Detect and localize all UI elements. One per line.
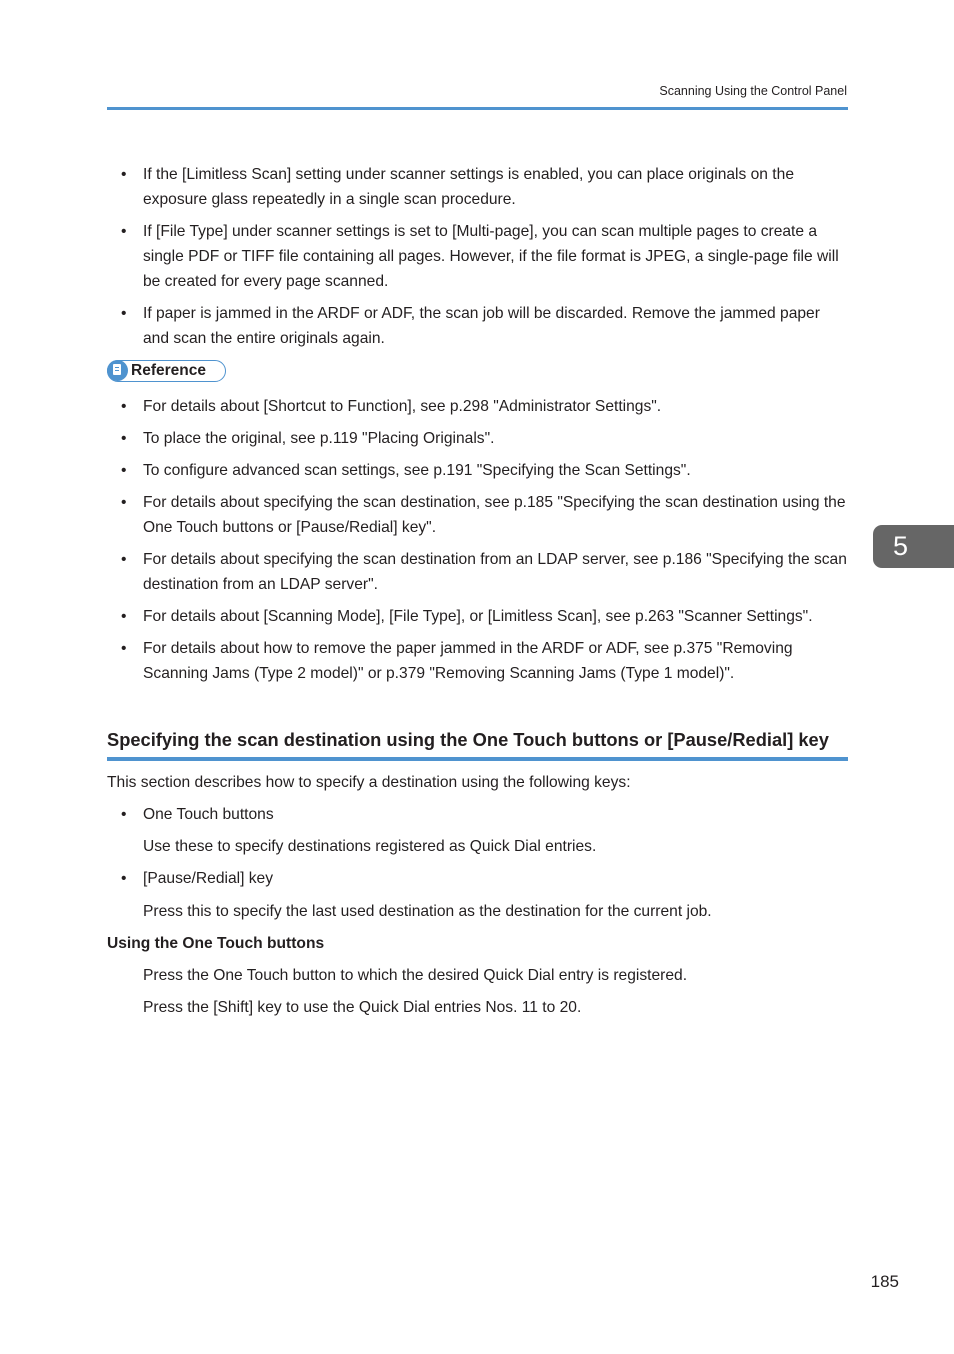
key-name: • One Touch buttons [107, 802, 274, 827]
reference-list [107, 394, 848, 693]
heading-rule [107, 757, 848, 761]
subheading: Using the One Touch buttons [107, 935, 325, 952]
list-item: • To place the original, see p.119 "Placing Originals". [107, 426, 848, 451]
chapter-tab [873, 525, 954, 568]
list-item: • If [File Type] under scanner settings is set to [Multi-page], you can scan multiple pages to create a single PDF or TIFF file containing all pages. However, if the file format is JPEG, a single-page file will be created for every page scanned. [107, 219, 848, 294]
key-description: Use these to specify destinations registered as Quick Dial entries. [143, 838, 597, 855]
key-name: • [Pause/Redial] key [107, 866, 273, 891]
chapter-number: 5 [893, 531, 909, 561]
step-text: Press the One Touch button to which the desired Quick Dial entry is registered. [143, 967, 688, 984]
step-text: Press the [Shift] key to use the Quick Dial entries Nos. 11 to 20. [143, 999, 582, 1016]
list-item: • For details about specifying the scan destination from an LDAP server, see p.186 "Specifying the scan destination from an LDAP server". [107, 547, 848, 597]
running-header: Scanning Using the Control Panel [659, 84, 847, 98]
list-item: • For details about how to remove the paper jammed in the ARDF or ADF, see p.375 "Removing Scanning Jams (Type 2 model)" or p.379 "Removing Scanning Jams (Type 1 model)". [107, 636, 848, 686]
section-intro: This section describes how to specify a destination using the following keys: [107, 774, 631, 791]
list-item: • If the [Limitless Scan] setting under scanner settings is enabled, you can place originals on the exposure glass repeatedly in a single scan procedure. [107, 162, 848, 212]
list-item: • If paper is jammed in the ARDF or ADF, the scan job will be discarded. Remove the jammed paper and scan the entire originals again. [107, 301, 848, 351]
section-heading: Specifying the scan destination using the One Touch buttons or [Pause/Redial] key [107, 729, 829, 750]
reference-label: Reference [131, 362, 206, 379]
reference-badge [107, 360, 226, 382]
list-item: • For details about [Shortcut to Function], see p.298 "Administrator Settings". [107, 394, 848, 419]
list-item: • For details about specifying the scan destination, see p.185 "Specifying the scan destination using the One Touch buttons or [Pause/Redial] key". [107, 490, 848, 540]
document-icon [107, 360, 128, 381]
list-item: • For details about [Scanning Mode], [File Type], or [Limitless Scan], see p.263 "Scanner Settings". [107, 604, 848, 629]
page-number: 185 [870, 1272, 899, 1291]
key-description: Press this to specify the last used destination as the destination for the current job. [143, 903, 712, 920]
notes-list [107, 162, 848, 358]
header-rule [107, 107, 848, 110]
list-item: • To configure advanced scan settings, see p.191 "Specifying the Scan Settings". [107, 458, 848, 483]
